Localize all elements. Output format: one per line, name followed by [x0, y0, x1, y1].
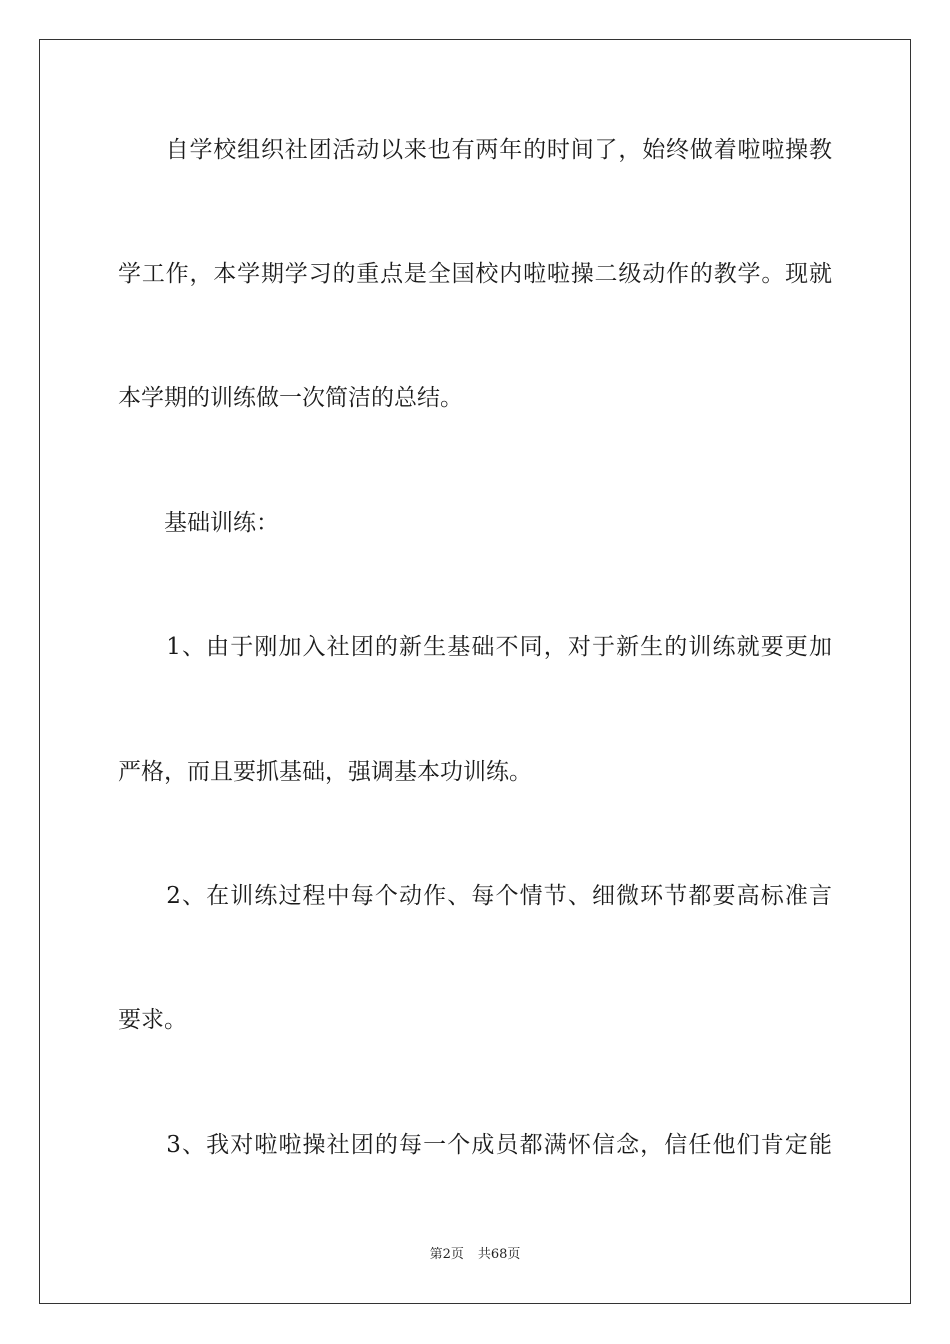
page-border	[39, 39, 911, 1304]
section-heading: 基础训练：	[118, 510, 279, 536]
paragraph-line-2: 学工作，本学期学习的重点是全国校内啦啦操二级动作的教学。现就	[118, 261, 832, 287]
paragraph-line-5: 1、由于刚加入社团的新生基础不同，对于新生的训练就要更加	[118, 634, 832, 660]
paragraph-line-1: 自学校组织社团活动以来也有两年的时间了，始终做着啦啦操教	[118, 137, 832, 163]
page-footer	[0, 1246, 950, 1264]
page-number: 第2页	[429, 1247, 464, 1262]
paragraph-line-9: 3、我对啦啦操社团的每一个成员都满怀信念，信任他们肯定能	[118, 1132, 832, 1158]
paragraph-line-8: 要求。	[118, 1007, 187, 1033]
total-pages: 共68页	[477, 1247, 521, 1262]
paragraph-line-6: 严格，而且要抓基础，强调基本功训练。	[118, 759, 532, 785]
paragraph-line-7: 2、在训练过程中每个动作、每个情节、细微环节都要高标准言	[118, 883, 832, 909]
paragraph-line-3: 本学期的训练做一次简洁的总结。	[118, 385, 463, 411]
